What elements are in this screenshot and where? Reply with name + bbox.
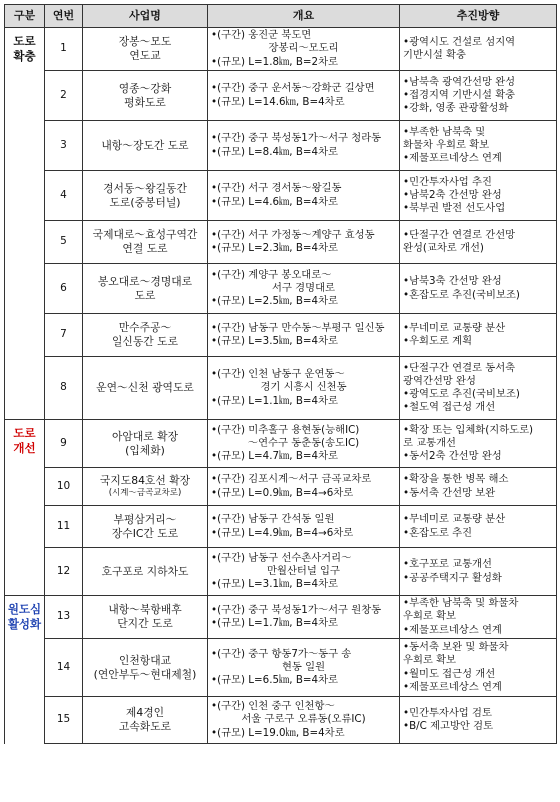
cell-text-line: 운연～신천 광역도로 (96, 381, 194, 395)
cell-text-line: 아암대로 확장 (111, 429, 178, 443)
cell-text-line: •단절구간 연결로 동서축 (403, 361, 516, 374)
cell-text-line: •단절구간 연결로 간선망 (403, 228, 516, 241)
project-name (83, 314, 208, 357)
cell-text-line: 인천항대교 (118, 653, 172, 667)
project-direction (400, 221, 557, 264)
cell-text-line: 서울 구로구 오류동(오류IC) (241, 713, 366, 726)
project-overview (208, 639, 400, 697)
cell-text-line: •(규모) L=4.9㎞, B=4→6차로 (211, 526, 354, 539)
table-row (5, 548, 557, 596)
project-direction (400, 121, 557, 171)
cell-text-line: •(구간) 인천 중구 인천항～ (211, 700, 335, 713)
cell-text-line: •(구간) 계양구 봉오대로～ (211, 268, 332, 281)
cell-text-line: •동서2축 간선망 완성 (403, 450, 502, 463)
project-direction (400, 548, 557, 596)
project-direction (400, 697, 557, 744)
cell-text-line: •동서축 간선망 보완 (403, 486, 496, 499)
project-direction (400, 71, 557, 121)
cell-text-line: 평화도로 (124, 95, 166, 109)
cell-text-line: •(규모) L=2.5㎞, B=4차로 (211, 295, 338, 308)
header-row (5, 5, 557, 28)
project-name (83, 639, 208, 697)
project-table-container (4, 4, 556, 744)
project-overview (208, 314, 400, 357)
header-project-name: 사업명 (83, 5, 208, 28)
row-number: 8 (45, 357, 83, 420)
cell-text-line: •(규모) L=4.6㎞, B=4차로 (211, 195, 338, 208)
project-overview (208, 596, 400, 639)
cell-text-line: 장봉～모도 (118, 35, 172, 49)
project-overview (208, 221, 400, 264)
row-number: 9 (45, 420, 83, 468)
cell-text-line: 장수IC간 도로 (111, 526, 179, 540)
cell-text-line: 도로 (13, 426, 36, 440)
cell-text-line: •제물포르네상스 연계 (403, 623, 502, 636)
row-number: 15 (45, 697, 83, 744)
row-number: 14 (45, 639, 83, 697)
project-direction (400, 639, 557, 697)
cell-text-line: •(구간) 서구 경서동～왕길동 (211, 182, 342, 195)
cell-text-line: 현동 일원 (281, 660, 326, 673)
project-direction (400, 314, 557, 357)
cell-text-line: 개선 (13, 440, 36, 455)
cell-text-line: 장봉리～모도리 (268, 42, 339, 55)
table-row (5, 171, 557, 221)
cell-text-line: 확충 (13, 48, 36, 63)
cell-text-line: 연도교 (129, 49, 161, 62)
cell-text-line: •(구간) 미추홀구 용현동(능해IC) (211, 423, 360, 436)
cell-text-line: •월미도 접근성 개선 (403, 667, 496, 680)
project-name (83, 506, 208, 548)
table-row (5, 639, 557, 697)
cell-text-line: •접경지역 기반시설 확충 (403, 88, 516, 101)
cell-text-line: •철도역 접근성 개선 (403, 401, 496, 414)
cell-text-line: •혼잡도로 추진 (403, 526, 473, 539)
cell-text-line: 내항～북항배후 (108, 603, 182, 617)
table-row (5, 697, 557, 744)
cell-text-line: •제물포르네상스 연계 (403, 680, 502, 693)
cell-text-line: •남북2축 간선망 완성 (403, 188, 502, 201)
cell-text-line: •(구간) 남동구 선수촌사거리～ (211, 551, 352, 564)
project-overview (208, 468, 400, 506)
row-number: 11 (45, 506, 83, 548)
project-direction (400, 420, 557, 468)
category-cell (5, 420, 45, 596)
project-overview (208, 71, 400, 121)
cell-text-line: 국제대로～효성구역간 (92, 228, 198, 242)
category-cell (5, 596, 45, 744)
cell-text-line: •B/C 제고방안 검토 (403, 720, 494, 732)
cell-text-line: •(구간) 중구 항동7가～동구 송 (211, 647, 352, 660)
cell-text-line: •(규모) L=14.6㎞, B=4차로 (211, 95, 345, 108)
cell-text-line: •무네미로 교통량 분산 (403, 513, 506, 526)
cell-text-line: (입체화) (125, 443, 165, 457)
cell-text-line: 영종～강화 (118, 81, 172, 95)
cell-text-line: •(규모) L=4.7㎞, B=4차로 (211, 450, 338, 463)
row-number: 4 (45, 171, 83, 221)
category-cell (5, 28, 45, 420)
cell-text-line: •동서축 보완 및 화물차 (403, 641, 509, 654)
project-direction (400, 28, 557, 71)
project-overview (208, 121, 400, 171)
cell-text-line: •민간투자사업 추진 (403, 175, 492, 188)
cell-text-line: •(구간) 남동구 간석동 일원 (211, 513, 335, 526)
project-direction (400, 468, 557, 506)
header-direction: 추진방향 (400, 5, 557, 28)
table-row (5, 596, 557, 639)
project-name (83, 221, 208, 264)
cell-text-line: •민간투자사업 검토 (403, 706, 492, 719)
project-direction (400, 264, 557, 314)
project-direction (400, 506, 557, 548)
project-overview (208, 697, 400, 744)
cell-text-line: •(규모) L=19.0㎞, B=4차로 (211, 726, 345, 739)
table-row (5, 357, 557, 420)
project-name (83, 171, 208, 221)
cell-text-line: •(규모) L=1.8㎞, B=2차로 (211, 55, 338, 68)
cell-text-line: 원도심 (7, 602, 42, 616)
cell-text-line: 일신동간 도로 (111, 335, 178, 348)
cell-text-line: 화물차 우회로 확보 (403, 138, 490, 151)
cell-text-line: •부족한 남북축 및 화물차 (403, 597, 519, 610)
cell-text-line: •북부권 발전 선도사업 (403, 202, 506, 215)
row-number: 7 (45, 314, 83, 357)
cell-text-line: •(구간) 남동구 만수동～부평구 일신동 (211, 321, 385, 334)
header-category: 구분 (5, 5, 45, 28)
project-overview (208, 548, 400, 596)
cell-text-line: 국지도84호선 확장 (99, 474, 191, 488)
project-overview (208, 264, 400, 314)
cell-text-line: (시계～금곡교차로) (108, 487, 182, 498)
table-row (5, 264, 557, 314)
project-name (83, 121, 208, 171)
cell-text-line: 경서동～왕길동간 (103, 181, 187, 195)
table-row (5, 121, 557, 171)
project-name (83, 357, 208, 420)
cell-text-line: •확장을 통한 병목 해소 (403, 473, 509, 486)
header-number: 연번 (45, 5, 83, 28)
cell-text-line: •(규모) L=6.5㎞, B=4차로 (211, 674, 338, 687)
cell-text-line: 내항～장도간 도로 (101, 138, 189, 152)
cell-text-line: •광역도로 추진(국비보조) (403, 388, 520, 400)
cell-text-line: •(규모) L=1.7㎞, B=4차로 (211, 617, 338, 629)
cell-text-line: •(구간) 중구 북성동1가～서구 원창동 (211, 603, 382, 616)
cell-text-line: 만월산터널 입구 (267, 564, 340, 577)
row-number: 12 (45, 548, 83, 596)
table-row (5, 420, 557, 468)
project-overview (208, 28, 400, 71)
cell-text-line: 호구포로 지하차도 (101, 564, 189, 578)
cell-text-line: 부평삼거리～ (113, 512, 177, 526)
row-number: 13 (45, 596, 83, 639)
cell-text-line: •(규모) L=2.3㎞, B=4차로 (211, 242, 338, 254)
cell-text-line: •(구간) 중구 운서동～강화군 길상면 (211, 82, 375, 95)
project-overview (208, 357, 400, 420)
road-project-table (4, 4, 557, 744)
cell-text-line: 도로(중봉터널) (109, 195, 181, 209)
cell-text-line: •부족한 남북축 및 (403, 125, 486, 138)
cell-text-line: •혼잡도로 추진(국비보조) (403, 288, 520, 301)
cell-text-line: 광역간선망 완성 (403, 374, 476, 387)
cell-text-line: •(규모) L=3.1㎞, B=4차로 (211, 578, 338, 591)
project-name (83, 697, 208, 744)
cell-text-line: 우회로 확보 (403, 610, 457, 623)
cell-text-line: 완성(교차로 개선) (403, 242, 484, 254)
cell-text-line: •(구간) 김포시계～서구 금곡교차로 (211, 473, 372, 486)
cell-text-line: •공공주택지구 활성화 (403, 571, 502, 584)
cell-text-line: •강화, 영종 관광활성화 (403, 102, 509, 115)
table-row (5, 506, 557, 548)
table-row (5, 71, 557, 121)
cell-text-line: •호구포로 교통개선 (403, 558, 492, 571)
cell-text-line: •(규모) L=0.9㎞, B=4→6차로 (211, 486, 354, 499)
project-overview (208, 506, 400, 548)
project-name (83, 28, 208, 71)
cell-text-line: 로 교통개선 (403, 436, 457, 449)
cell-text-line: •제물포르네상스 연계 (403, 152, 502, 165)
row-number: 10 (45, 468, 83, 506)
cell-text-line: 봉오대로～경명대로 (97, 274, 193, 288)
project-name (83, 71, 208, 121)
cell-text-line: •(규모) L=3.5㎞, B=4차로 (211, 335, 338, 347)
row-number: 2 (45, 71, 83, 121)
cell-text-line: •광역시도 건설로 섬지역 (403, 35, 516, 48)
cell-text-line: 우회로 확보 (403, 654, 457, 667)
cell-text-line: 기반시설 확충 (403, 49, 466, 61)
project-direction (400, 171, 557, 221)
cell-text-line: 도로 (13, 34, 36, 48)
table-row (5, 28, 557, 71)
cell-text-line: •(구간) 옹진군 북도면 (211, 29, 312, 42)
cell-text-line: •(규모) L=1.1㎞, B=4차로 (211, 394, 338, 407)
cell-text-line: •우회도로 계획 (403, 335, 473, 347)
cell-text-line: 제4경인 (125, 706, 165, 720)
cell-text-line: 경기 시흥시 신천동 (260, 381, 347, 394)
cell-text-line: 만수주공～ (118, 321, 172, 335)
project-name (83, 596, 208, 639)
cell-text-line: •남북3축 간선망 완성 (403, 275, 502, 288)
cell-text-line: 활성화 (7, 616, 42, 631)
project-name (83, 264, 208, 314)
cell-text-line: 고속화도로 (118, 720, 172, 733)
cell-text-line: •확장 또는 입체화(지하도로) (403, 423, 534, 436)
cell-text-line: ～연수구 동춘동(송도IC) (247, 436, 360, 449)
cell-text-line: 단지간 도로 (117, 617, 173, 630)
table-row (5, 314, 557, 357)
row-number: 1 (45, 28, 83, 71)
table-row (5, 468, 557, 506)
cell-text-line: •무네미로 교통량 분산 (403, 321, 506, 334)
row-number: 6 (45, 264, 83, 314)
cell-text-line: 도로 (134, 288, 156, 302)
project-direction (400, 357, 557, 420)
cell-text-line: •(구간) 서구 가정동～계양구 효성동 (211, 228, 375, 241)
cell-text-line: 연결 도로 (122, 242, 168, 255)
project-name (83, 548, 208, 596)
cell-text-line: •(구간) 중구 북성동1가～서구 청라동 (211, 132, 382, 145)
cell-text-line: 서구 경명대로 (272, 281, 335, 294)
project-direction (400, 596, 557, 639)
cell-text-line: •(규모) L=8.4㎞, B=4차로 (211, 145, 338, 158)
row-number: 5 (45, 221, 83, 264)
project-overview (208, 171, 400, 221)
table-row (5, 221, 557, 264)
project-name (83, 468, 208, 506)
row-number: 3 (45, 121, 83, 171)
cell-text-line: (연안부두～현대제철) (93, 667, 197, 681)
header-overview: 개요 (208, 5, 400, 28)
project-name (83, 420, 208, 468)
project-overview (208, 420, 400, 468)
cell-text-line: •(구간) 인천 남동구 운연동～ (211, 368, 345, 381)
cell-text-line: •남북축 광역간선망 완성 (403, 75, 516, 88)
table-body (5, 28, 557, 744)
